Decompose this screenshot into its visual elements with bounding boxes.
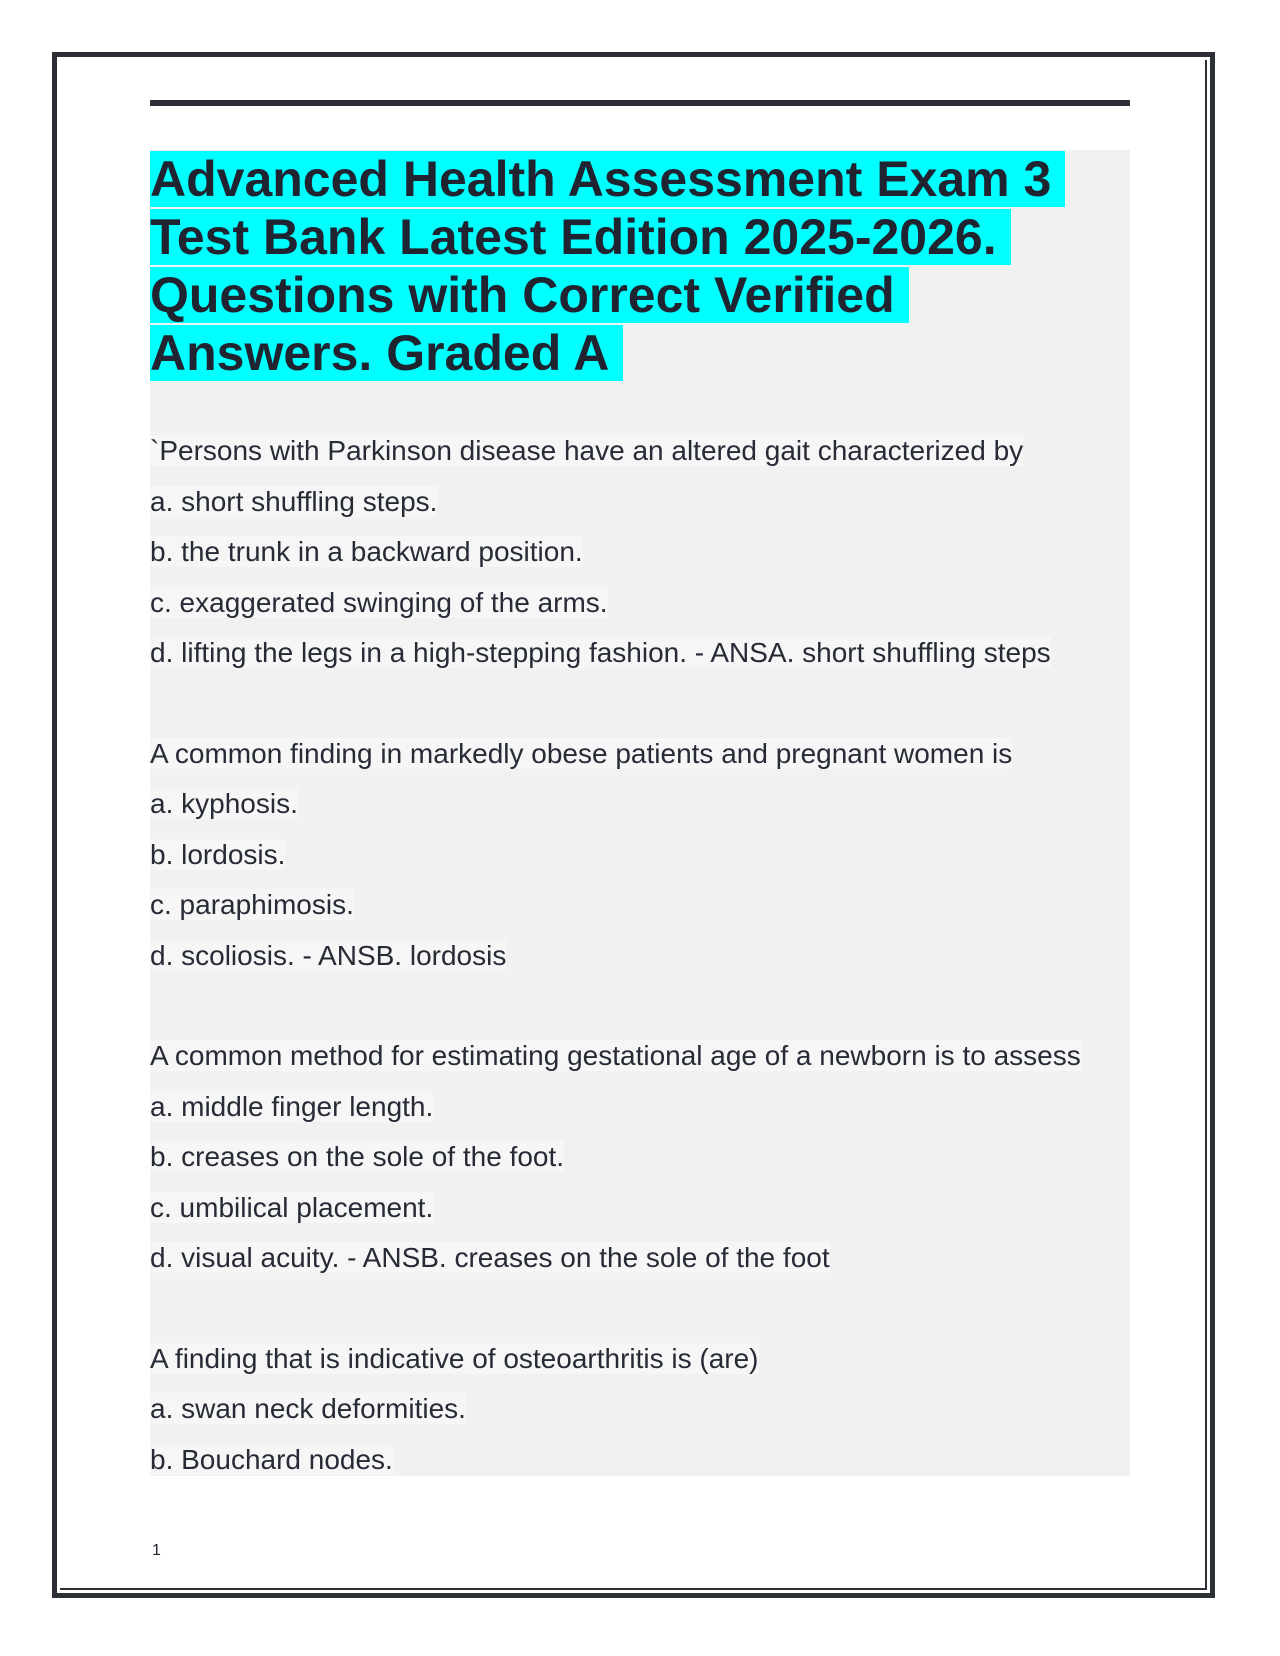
- answer-option: b. creases on the sole of the foot.: [150, 1141, 565, 1172]
- answer-option: b. Bouchard nodes.: [150, 1443, 393, 1475]
- answer-option: b. the trunk in a backward position.: [150, 536, 583, 567]
- question-3: [150, 1031, 1130, 1284]
- question-prompt: `Persons with Parkinson disease have an altered gait characterized by: [150, 435, 1024, 466]
- question-prompt: A common finding in markedly obese patients and pregnant women is: [150, 737, 1013, 769]
- question-4: [150, 1334, 1130, 1486]
- answer-option: a. middle finger length.: [150, 1090, 434, 1122]
- answer-option: a. swan neck deformities.: [150, 1393, 466, 1424]
- title-line: Questions with Correct Verified: [150, 267, 909, 323]
- question-prompt: A finding that is indicative of osteoarthritis is (are): [150, 1342, 759, 1374]
- question-2: [150, 729, 1130, 982]
- answer-option: a. kyphosis.: [150, 788, 298, 819]
- title-line: Advanced Health Assessment Exam 3: [150, 151, 1065, 207]
- document-title: [150, 150, 1090, 382]
- answer-option-with-key: d. lifting the legs in a high-stepping fashion. - ANSA. short shuffling steps: [150, 637, 1051, 668]
- title-line: Test Bank Latest Edition 2025-2026.: [150, 209, 1011, 265]
- answer-option: b. lordosis.: [150, 838, 286, 870]
- page-number: 1: [152, 1542, 161, 1559]
- header-rule: [150, 100, 1130, 106]
- answer-option-with-key: d. scoliosis. - ANSB. lordosis: [150, 939, 507, 971]
- answer-option-with-key: d. visual acuity. - ANSB. creases on the sole of the foot: [150, 1242, 830, 1273]
- answer-option: c. exaggerated swinging of the arms.: [150, 586, 608, 618]
- answer-option: c. paraphimosis.: [150, 889, 354, 920]
- answer-option: c. umbilical placement.: [150, 1191, 434, 1223]
- document-body: [150, 150, 1130, 1476]
- answer-option: a. short shuffling steps.: [150, 485, 438, 517]
- question-prompt: A common method for estimating gestational age of a newborn is to assess: [150, 1040, 1081, 1071]
- title-line: Answers. Graded A: [150, 325, 623, 381]
- question-1: [150, 426, 1130, 679]
